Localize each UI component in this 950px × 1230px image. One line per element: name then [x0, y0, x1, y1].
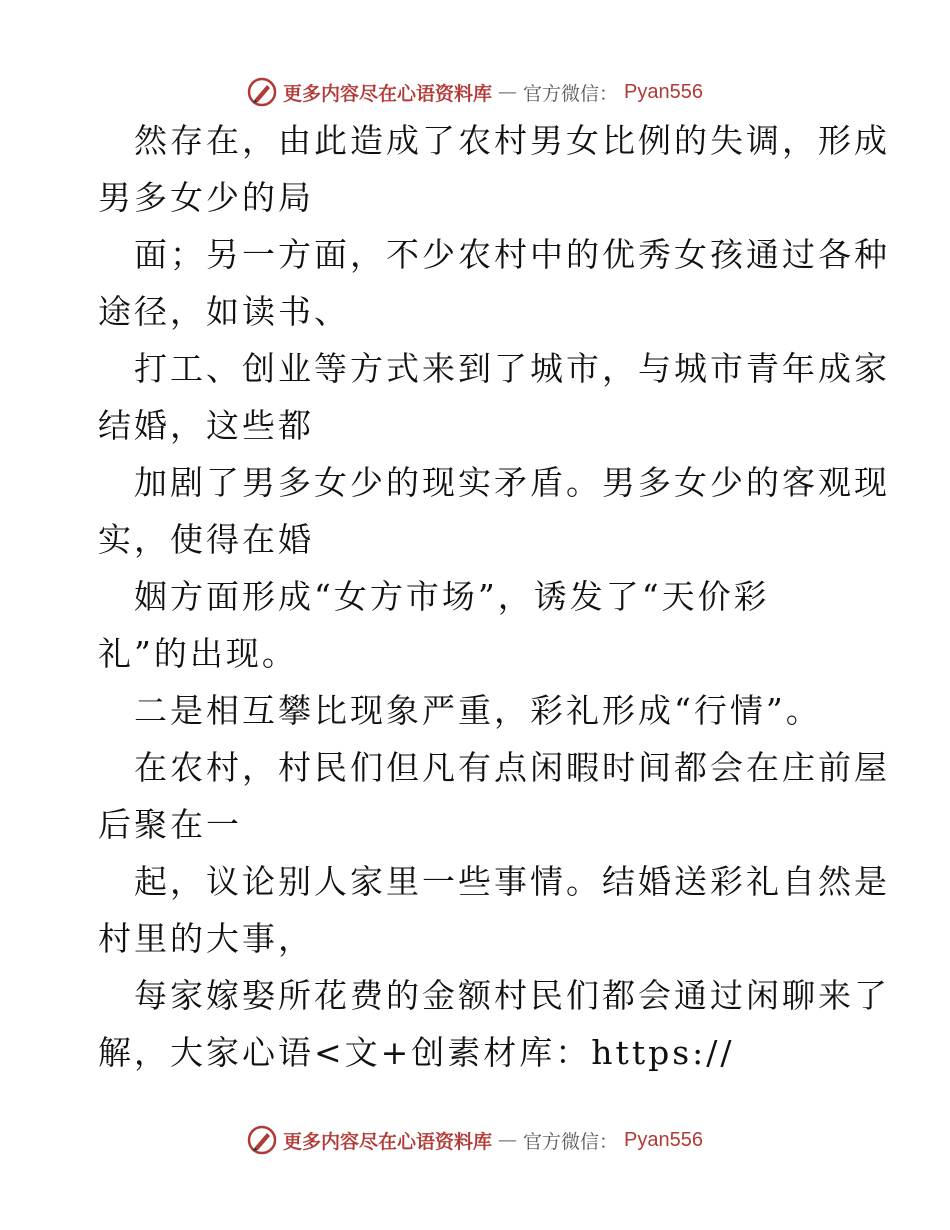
- footer-banner: [0, 1120, 950, 1160]
- paragraph-line: 结婚，这些都: [98, 406, 314, 445]
- header-banner: [0, 72, 950, 112]
- paragraph-line: 面；另一方面，不少农村中的优秀女孩通过各种: [134, 235, 890, 274]
- paragraph-line: 姻方面形成“女方市场”，诱发了“天价彩: [134, 577, 770, 616]
- pen-logo-icon: [247, 1125, 277, 1155]
- banner-wechat-label: 官方微信：: [523, 82, 619, 105]
- paragraph-line: 每家嫁娶所花费的金额村民们都会通过闲聊来了: [134, 976, 890, 1015]
- banner-wechat-label: 官方微信：: [523, 1130, 619, 1153]
- paragraph-line: 男多女少的局: [98, 178, 314, 217]
- paragraph-line: 然存在，由此造成了农村男女比例的失调，形成: [134, 121, 890, 160]
- paragraph-line: 在农村，村民们但凡有点闲暇时间都会在庄前屋: [134, 748, 890, 787]
- banner-wechat-id: Pyan556: [624, 80, 703, 103]
- paragraph-line: 解，大家心语<文+创素材库：https://: [98, 1033, 735, 1072]
- paragraph-line: 打工、创业等方式来到了城市，与城市青年成家: [134, 349, 890, 388]
- document-body: [98, 121, 890, 1090]
- paragraph-line: 礼”的出现。: [98, 634, 298, 673]
- banner-wechat-id: Pyan556: [624, 1128, 703, 1151]
- paragraph-line: 起，议论别人家里一些事情。结婚送彩礼自然是: [134, 862, 890, 901]
- banner-separator: —: [498, 1129, 518, 1151]
- paragraph-line: 加剧了男多女少的现实矛盾。男多女少的客观现: [134, 463, 890, 502]
- paragraph-line: 二是相互攀比现象严重，彩礼形成“行情”。: [134, 691, 822, 730]
- banner-site-text: 更多内容尽在心语资料库: [283, 1130, 493, 1153]
- paragraph-line: 后聚在一: [98, 805, 242, 844]
- pen-logo-icon: [247, 77, 277, 107]
- paragraph-line: 途径，如读书、: [98, 292, 350, 331]
- banner-site-text: 更多内容尽在心语资料库: [283, 82, 493, 105]
- paragraph-line: 村里的大事，: [98, 919, 314, 958]
- paragraph-line: 实，使得在婚: [98, 520, 314, 559]
- banner-separator: —: [498, 81, 518, 103]
